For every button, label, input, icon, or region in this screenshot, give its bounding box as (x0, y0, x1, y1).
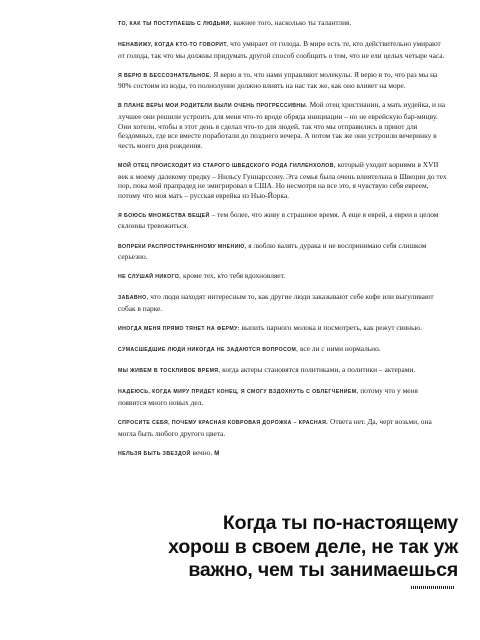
paragraph-lead-in: В ПЛАНЕ ВЕРЫ МОИ РОДИТЕЛИ БЫЛИ ОЧЕНЬ ПРОГРЕССИВНЫ. (118, 103, 308, 110)
article-paragraph (118, 417, 448, 438)
paragraph-lead-in: ЗАБАВНО, (118, 295, 149, 302)
article-paragraph (118, 70, 448, 91)
article-paragraph (118, 292, 448, 313)
article-paragraph (118, 448, 448, 460)
paragraph-text: что умирает от голода. В мире есть те, кто действительно умирают от голода, так что мы должны придумать другой способ сообщить о том, что не ели целых четыре часа. (118, 39, 445, 60)
article-paragraph (118, 210, 448, 231)
article-body (118, 18, 448, 469)
paragraph-lead-in: МЫ ЖИВЕМ В ТОСКЛИВОЕ ВРЕМЯ, (118, 368, 221, 375)
article-paragraph (118, 386, 448, 407)
paragraph-text: что люди находят интересным то, как другие люди заказывают себе кофе или выгуливают собак в парке. (118, 292, 434, 313)
article-paragraph (118, 100, 448, 150)
headline-line-3: важно, чем ты занимаешься (188, 559, 458, 581)
article-paragraph (118, 18, 448, 30)
paragraph-text: выпить парного молока и посмотреть, как режут свинью. (239, 322, 422, 332)
article-paragraph (118, 323, 448, 335)
paragraph-text: потому что у меня появится много новых дел. (118, 386, 418, 407)
article-paragraph (118, 344, 448, 356)
paragraph-lead-in: НЕ СЛУШАЙ НИКОГО, (118, 274, 182, 281)
paragraph-text: Я верю в то, что нами управляют молекулы. Я верю в то, что раз мы на 90% состоим из воды, то полнолуние должно влиять на нас так же, как оно влияет на море. (118, 69, 438, 91)
headline-line-1: Когда ты по-настоящему (222, 512, 458, 534)
paragraph-lead-in: НЕНАВИЖУ, КОГДА КТО-ТО ГОВОРИТ, (118, 42, 229, 49)
article-paragraph (118, 160, 448, 200)
paragraph-lead-in: ИНОГДА МЕНЯ ПРЯМО ТЯНЕТ НА ФЕРМУ: (118, 325, 240, 332)
paragraph-text: – тем более, что живу в страшное время. А еще я еврей, а евреи в целом склонны тревожиться. (118, 209, 439, 231)
article-paragraph (118, 39, 448, 60)
paragraph-lead-in: НЕЛЬЗЯ БЫТЬ ЗВЕЗДОЙ (118, 450, 191, 457)
paragraph-lead-in: ВОПРЕКИ РАСПРОСТРАНЕННОМУ МНЕНИЮ, (118, 243, 247, 250)
paragraph-text: все ли с ними нормально. (298, 344, 381, 354)
paragraph-text: кроме тех, кто тебя вдохновляет. (181, 271, 286, 281)
paragraph-text: вечно. (190, 447, 213, 457)
paragraph-lead-in: ТО, КАК ТЫ ПОСТУПАЕШЬ С ЛЮДЬМИ, (118, 21, 232, 27)
paragraph-text: Ответа нет. Да, черт возьми, она могла быть любого другого цвета. (118, 416, 432, 438)
paragraph-text: когда актеры становятся политиками, а политики – актерами. (220, 365, 416, 375)
article-paragraph (118, 271, 448, 283)
paragraph-lead-in: МОЙ ОТЕЦ ПРОИСХОДИТ ИЗ СТАРОГО ШВЕДСКОГО РОДА ГИЛЛЕНХОЛОВ, (118, 162, 336, 169)
paragraph-lead-in: СУМАСШЕДШИЕ ЛЮДИ НИКОГДА НЕ ЗАДАЮТСЯ ВОПРОСОМ, (118, 347, 299, 354)
paragraph-lead-in: Я ВЕРЮ В БЕССОЗНАТЕЛЬНОЕ. (118, 72, 212, 79)
paragraph-text: который уходит корнями в XVII век к моему далекому предку – Нильсу Гуннарссону. Эта семья была очень влиятельна в Швеции до тех пор, пока мой прапрадед не эмигрировал в США. Но несмотря на все это, я чувствую себя евреем, потому что моя мать – русская еврейка из Нью-Йорка. (118, 159, 447, 200)
paragraph-text: важнее того, насколько ты талантлив. (231, 18, 352, 27)
paragraph-text: Мой отец христианин, а мать иудейка, и на лучшее они решили устроить для меня что-то вроде обряда инициации – но не еврейскую бар-мицву. Они хотели, чтобы в этот день я сделал что-то для людей, так что мы отправились в приют для бездомных, где все вместе поработали до позднего вечера. А потом так же они устроили вечеринку в честь моего дня рождения. (118, 100, 446, 150)
article-paragraph (118, 365, 448, 377)
pull-quote-headline (108, 512, 458, 583)
paragraph-lead-in: СПРОСИТЕ СЕБЯ, ПОЧЕМУ КРАСНАЯ КОВРОВАЯ ДОРОЖКА – КРАСНАЯ. (118, 419, 329, 426)
decorative-rule (411, 585, 455, 590)
end-mark: M (214, 450, 220, 457)
headline-line-2: хорош в своем деле, не так уж (168, 535, 458, 558)
paragraph-text: я люблю валять дурака и не воспринимаю себя слишком серьезно. (118, 240, 427, 262)
article-paragraph (118, 241, 448, 262)
paragraph-lead-in: Я БОЮСЬ МНОЖЕСТВА ВЕЩЕЙ (118, 212, 210, 219)
paragraph-lead-in: НАДЕЮСЬ, КОГДА МИРУ ПРИДЕТ КОНЕЦ, Я СМОГУ ВЗДОХНУТЬ С ОБЛЕГЧЕНИЕМ, (118, 389, 359, 396)
